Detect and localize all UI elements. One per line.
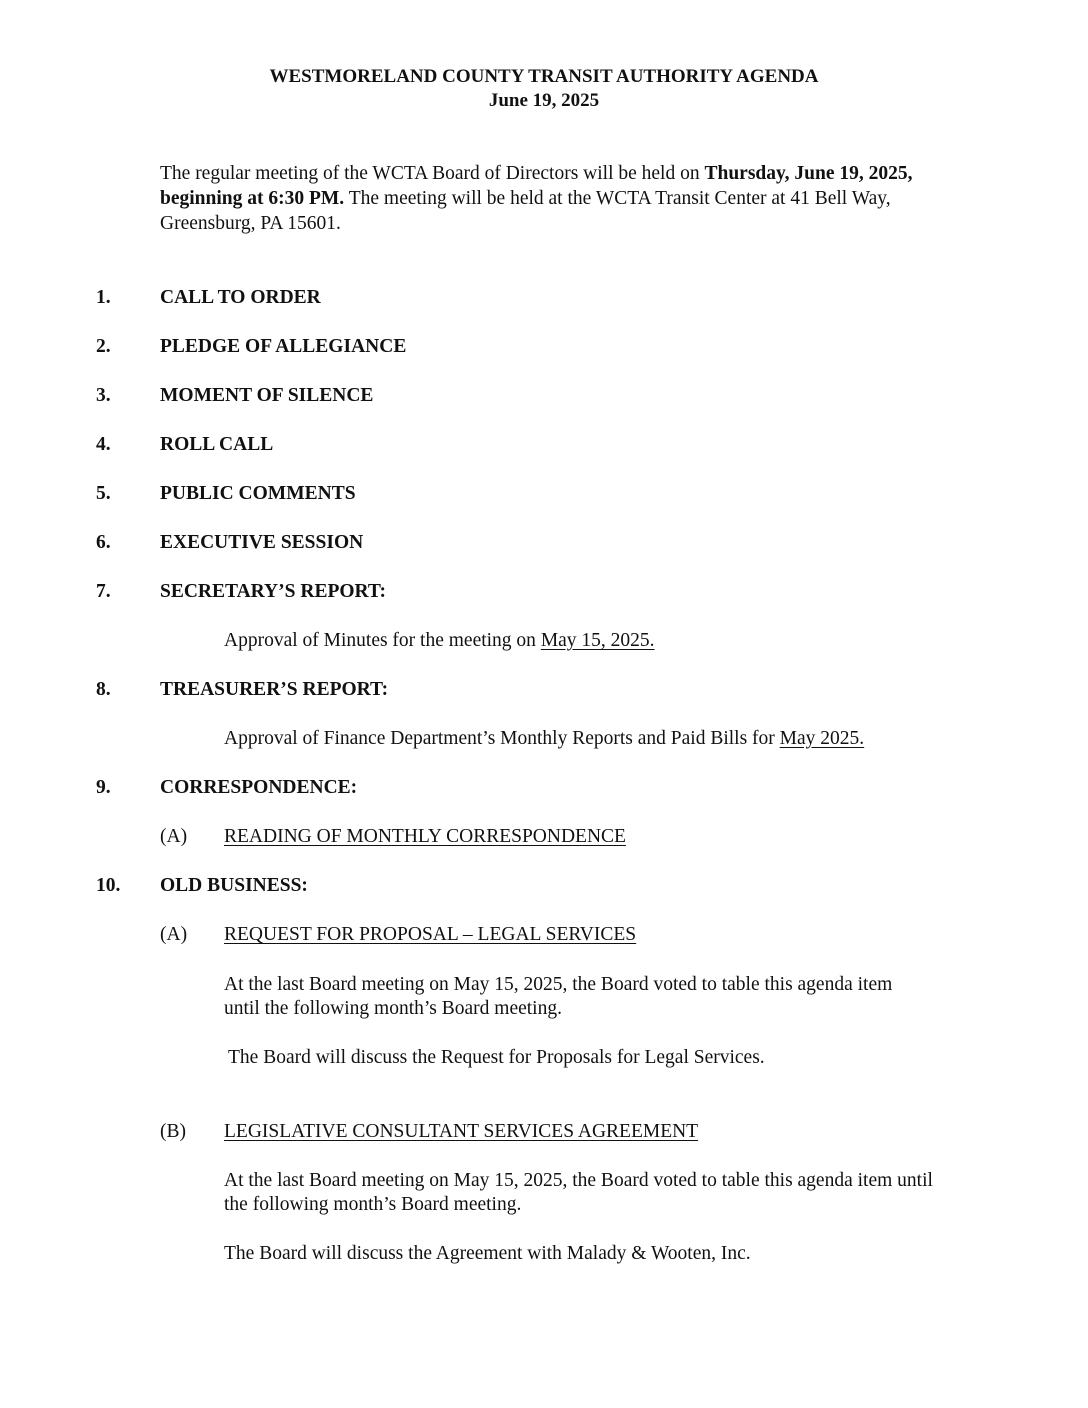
legislative-consultant-paragraph-1: At the last Board meeting on May 15, 2025, the Board voted to table this agenda item until the following month’s Board meeting.	[224, 1170, 933, 1215]
legislative-consultant-paragraph-2: The Board will discuss the Agreement with Malady & Wooten, Inc.	[224, 1243, 751, 1264]
agenda-title: WESTMORELAND COUNTY TRANSIT AUTHORITY AGENDA	[269, 66, 819, 87]
item-heading-public-comments: PUBLIC COMMENTS	[160, 483, 356, 504]
item-heading-pledge: PLEDGE OF ALLEGIANCE	[160, 336, 407, 357]
item-heading-moment-of-silence: MOMENT OF SILENCE	[160, 385, 374, 406]
item-number: 5.	[96, 483, 111, 504]
item-heading-old-business: OLD BUSINESS:	[160, 875, 308, 896]
item-heading-secretary-report: SECRETARY’S REPORT:	[160, 581, 386, 602]
item-heading-executive-session: EXECUTIVE SESSION	[160, 532, 364, 553]
subitem-letter: (A)	[160, 826, 188, 847]
item-heading-call-to-order: CALL TO ORDER	[160, 287, 321, 308]
item-number: 9.	[96, 777, 111, 798]
item-heading-correspondence: CORRESPONDENCE:	[160, 777, 358, 798]
item-number: 6.	[96, 532, 111, 553]
intro-paragraph: The regular meeting of the WCTA Board of Directors will be held on Thursday, June 19, 2025, beginning at 6:30 PM. The meeting will be held at the WCTA Transit Center at 41 Bell Way, Greensburg, PA 15601.	[160, 163, 913, 234]
item-number: 2.	[96, 336, 111, 357]
item-heading-roll-call: ROLL CALL	[160, 434, 274, 455]
subitem-heading-monthly-correspondence: READING OF MONTHLY CORRESPONDENCE	[224, 826, 626, 847]
item-number: 1.	[96, 287, 111, 308]
subitem-heading-legal-services-rfp: REQUEST FOR PROPOSAL – LEGAL SERVICES	[224, 924, 637, 945]
reports-period: May 2025.	[779, 728, 865, 749]
item-number: 8.	[96, 679, 111, 700]
treasurer-report-detail: Approval of Finance Department’s Monthly Reports and Paid Bills for May 2025.	[224, 728, 865, 749]
item-number: 4.	[96, 434, 111, 455]
item-number: 7.	[96, 581, 111, 602]
item-heading-treasurer-report: TREASURER’S REPORT:	[160, 679, 389, 700]
secretary-report-detail: Approval of Minutes for the meeting on May 15, 2025.	[224, 630, 655, 651]
item-number: 10.	[96, 875, 121, 896]
legal-services-paragraph-2: The Board will discuss the Request for Proposals for Legal Services.	[228, 1047, 765, 1068]
item-number: 3.	[96, 385, 111, 406]
subitem-letter: (A)	[160, 924, 188, 945]
agenda-date: June 19, 2025	[488, 90, 600, 111]
subitem-heading-legislative-consultant: LEGISLATIVE CONSULTANT SERVICES AGREEMENT	[224, 1121, 699, 1142]
legal-services-paragraph-1: At the last Board meeting on May 15, 2025, the Board voted to table this agenda item until the following month’s Board meeting.	[224, 974, 893, 1019]
minutes-date: May 15, 2025.	[540, 630, 655, 651]
subitem-letter: (B)	[160, 1121, 186, 1142]
